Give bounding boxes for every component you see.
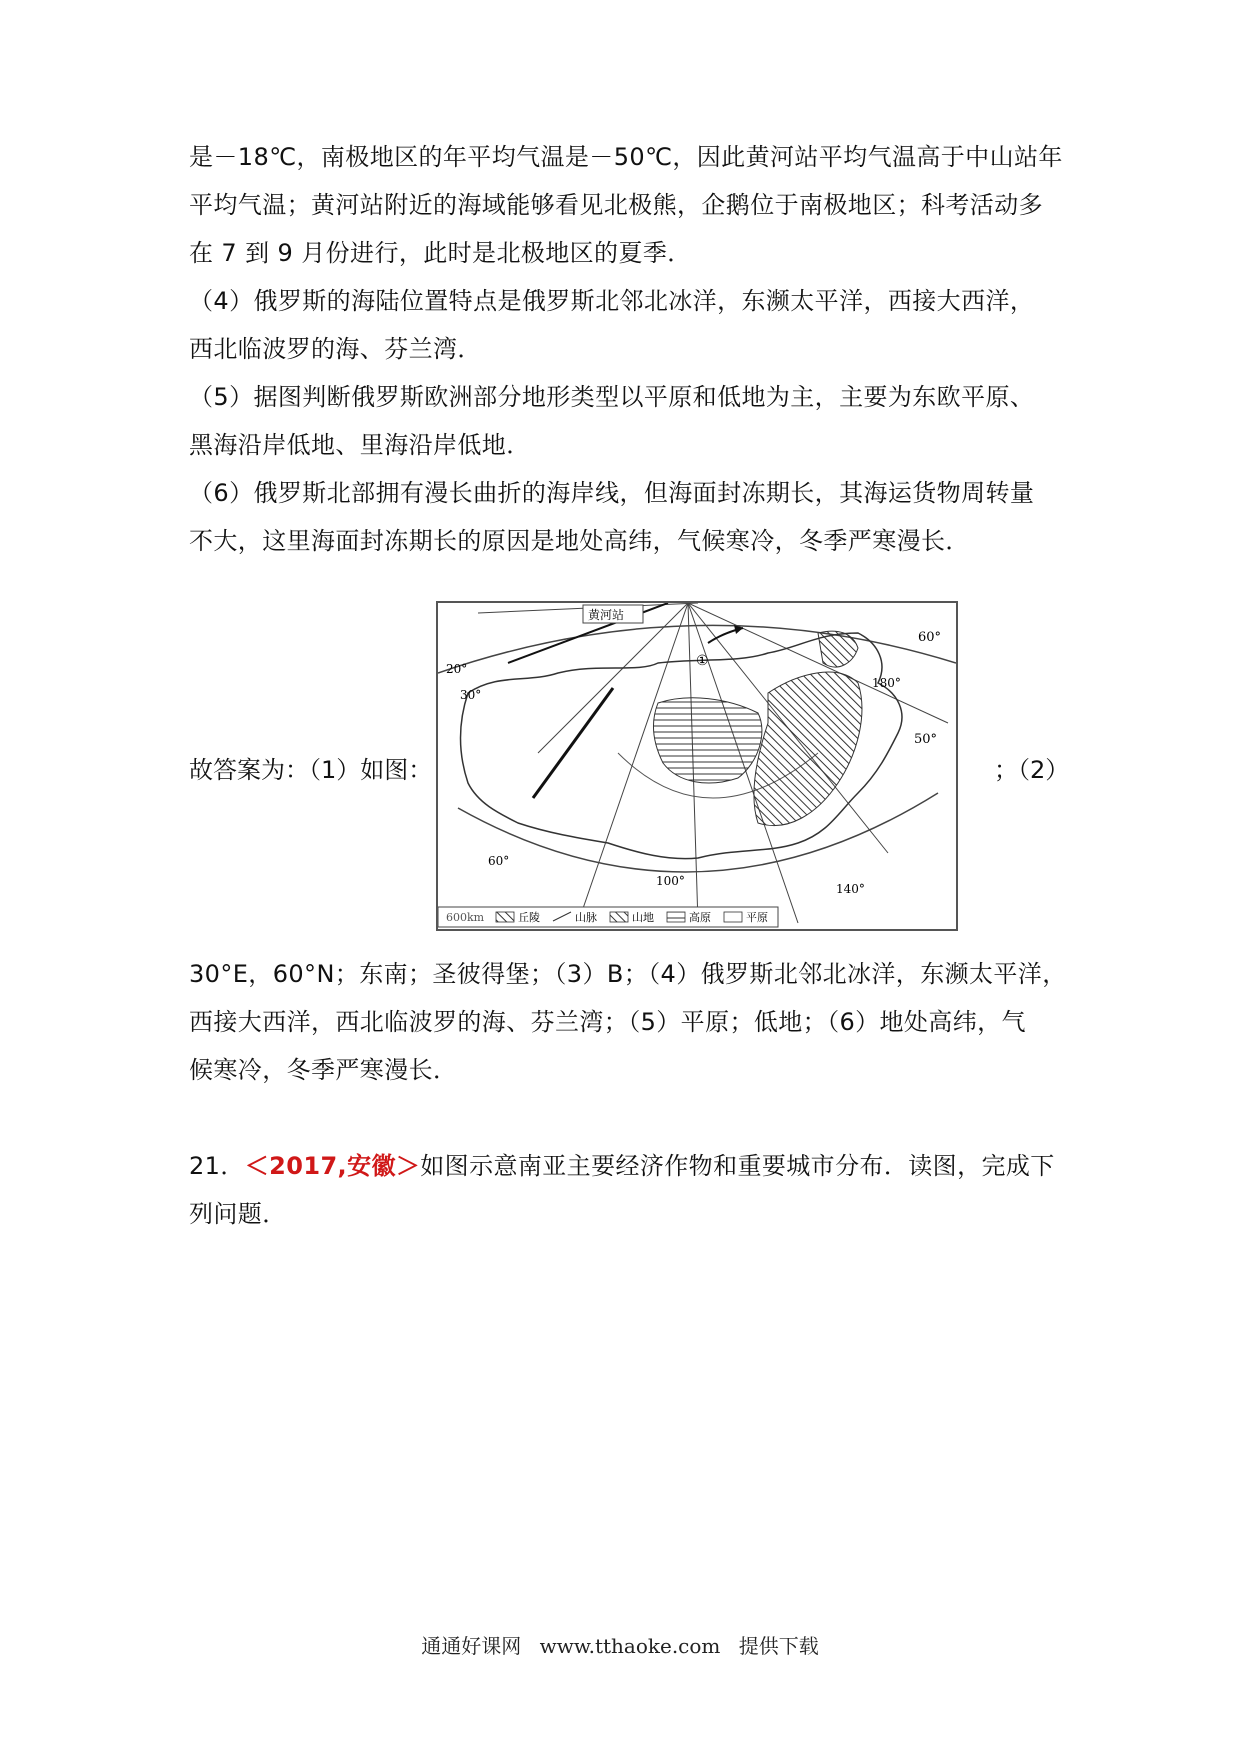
question-source-tag: ＜2017,安徽＞ — [244, 1152, 421, 1180]
question-21-line-1 — [189, 1150, 1055, 1182]
lat-label-60: 60° — [918, 630, 942, 645]
legend-swatch-hills — [496, 912, 514, 922]
mountain-region-east — [818, 631, 858, 667]
body-line-3: 在 7 到 9 月份进行，此时是北极地区的夏季． — [189, 239, 692, 267]
legend-ridge: 山脉 — [575, 911, 597, 924]
page-footer — [0, 1630, 1240, 1659]
plateau-region — [653, 698, 762, 783]
body-line-5: 西北临波罗的海、芬兰湾． — [189, 335, 482, 363]
question-text: 如图示意南亚主要经济作物和重要城市分布．读图，完成下 — [420, 1152, 1055, 1180]
answer-lead: 故答案为：（1）如图： — [189, 756, 433, 784]
footer-url[interactable]: www.tthaoke.com — [539, 1634, 721, 1658]
lon-label-100: 100° — [656, 874, 685, 888]
legend-swatch-plain — [724, 912, 742, 922]
station-label: 黄河站 — [588, 608, 625, 622]
mountain-region — [754, 672, 862, 826]
legend-mountain: 山地 — [632, 911, 654, 924]
body-line-1: 是－18℃，南极地区的年平均气温是－50℃，因此黄河站平均气温高于中山站年 — [189, 143, 1063, 171]
latitude-line — [458, 793, 938, 872]
russia-map — [436, 601, 958, 931]
russia-map-graphic — [438, 603, 956, 929]
circle-label: ① — [696, 653, 709, 669]
answer-tail: ；（2） — [994, 756, 1070, 784]
body-line-6: （5）据图判断俄罗斯欧洲部分地形类型以平原和低地为主，主要为东欧平原、 — [189, 383, 1035, 411]
body-line-7: 黑海沿岸低地、里海沿岸低地． — [189, 431, 531, 459]
body-line-9: 不大，这里海面封冻期长的原因是地处高纬，气候寒冷，冬季严寒漫长． — [189, 527, 970, 555]
body-line-2: 平均气温；黄河站附近的海域能够看见北极熊，企鹅位于南极地区；科考活动多 — [189, 191, 1043, 219]
answer-line-3: 候寒冷，冬季严寒漫长． — [189, 1056, 458, 1084]
question-number: 21． — [189, 1152, 245, 1180]
lon-label-180: 180° — [872, 676, 901, 690]
question-21-line-2: 列问题． — [189, 1200, 287, 1228]
footer-suffix: 提供下载 — [738, 1634, 819, 1658]
lon-label-30: 30° — [460, 688, 482, 702]
lon-label-140: 140° — [836, 882, 865, 896]
answer-meridian-bold — [533, 688, 613, 798]
footer-site-name: 通通好课网 — [421, 1634, 522, 1658]
legend-swatch-plateau — [667, 912, 685, 922]
body-line-4: （4）俄罗斯的海陆位置特点是俄罗斯北邻北冰洋，东濒太平洋，西接大西洋， — [189, 287, 1035, 315]
lon-label-20: 20° — [446, 662, 468, 676]
legend-plateau: 高原 — [689, 911, 711, 924]
answer-line-1: 30°E，60°N；东南；圣彼得堡；（3）B；（4）俄罗斯北邻北冰洋，东濒太平洋， — [189, 960, 1067, 988]
legend-plain: 平原 — [746, 911, 768, 924]
lon-label-60: 60° — [488, 854, 510, 868]
legend-scale: 600km — [446, 911, 485, 924]
answer-line-2: 西接大西洋，西北临波罗的海、芬兰湾；（5）平原；低地；（6）地处高纬，气 — [189, 1008, 1026, 1036]
legend-swatch-mountain — [610, 912, 628, 922]
lat-label-50: 50° — [914, 732, 938, 747]
body-line-8: （6）俄罗斯北部拥有漫长曲折的海岸线，但海面封冻期长，其海运货物周转量 — [189, 479, 1035, 507]
legend-hills: 丘陵 — [518, 911, 540, 924]
